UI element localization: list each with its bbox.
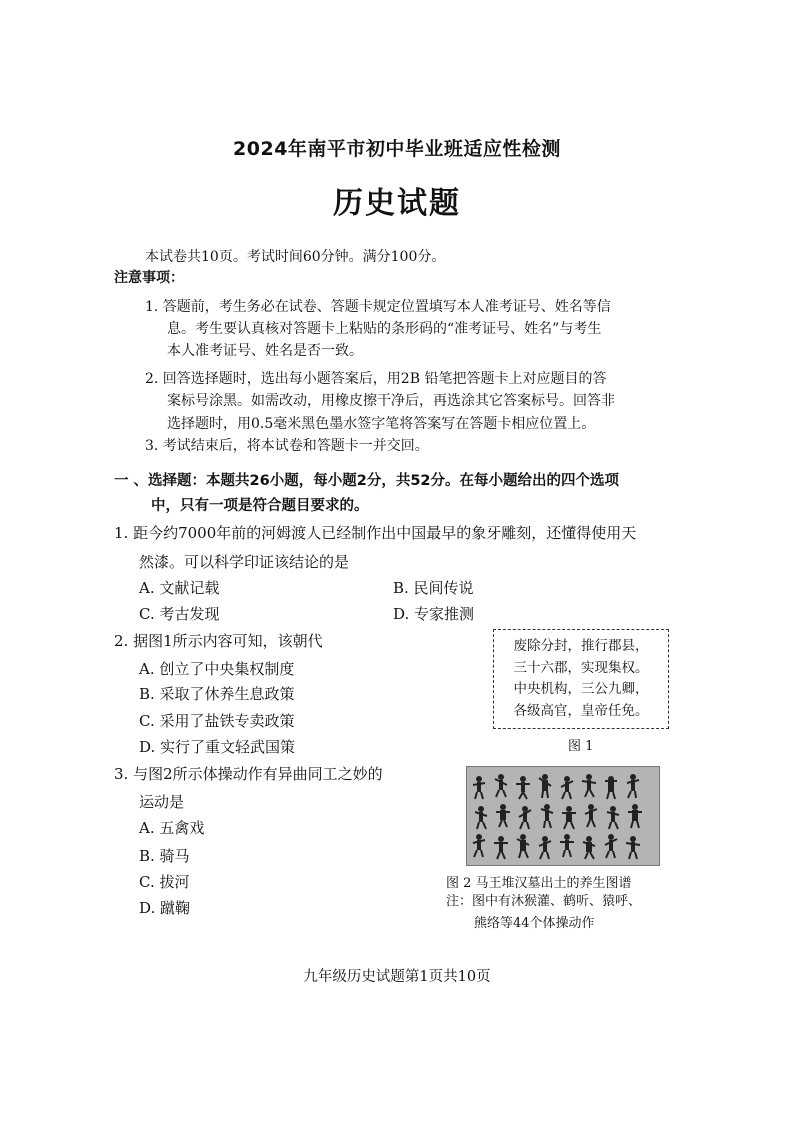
- question-stem: 运动是: [139, 793, 185, 811]
- notice-line: 案标号涂黑。如需改动，用橡皮擦干净后，再选涂其它答案标号。回答非: [167, 393, 615, 409]
- question-stem: 2. 据图1所示内容可知，该朝代: [114, 632, 323, 650]
- exam-intro: 本试卷共10页。考试时间60分钟。满分100分。: [145, 249, 446, 265]
- figure-1-line: 中央机构，三公九卿，: [513, 681, 649, 697]
- notice-line: 2. 回答选择题时，选出每小题答案后，用2B 铅笔把答题卡上对应题目的答: [145, 371, 607, 387]
- figure-1-line: 各级高官，皇帝任免。: [513, 702, 649, 719]
- exam-title: 2024年南平市初中毕业班适应性检测: [233, 138, 561, 160]
- question-stem: 然漆。可以科学印证该结论的是: [139, 553, 350, 571]
- option: C. 采用了盐铁专卖政策: [139, 712, 295, 730]
- option: A. 文献记载: [139, 579, 220, 597]
- option: C. 考古发现: [139, 605, 220, 623]
- question-stem: 1. 距今约7000年前的河姆渡人已经制作出中国最早的象牙雕刻，还懂得使用天: [114, 524, 637, 542]
- option: C. 拔河: [139, 873, 190, 891]
- page-footer: 九年级历史试题第1页共10页: [303, 969, 491, 985]
- option: B. 采取了休养生息政策: [139, 685, 295, 703]
- subject-title: 历史试题: [333, 186, 461, 221]
- option: B. 骑马: [139, 847, 190, 865]
- notice-line: 1. 答题前，考生务必在试卷、答题卡规定位置填写本人准考证号、姓名等信: [145, 299, 611, 315]
- option: D. 蹴鞠: [139, 899, 191, 917]
- option: D. 实行了重文轻武国策: [139, 738, 296, 756]
- figure-2-note: 熊络等44个体操动作: [474, 916, 595, 931]
- section-heading: 一 、选择题：本题共26小题，每小题2分，共52分。在每小题给出的四个选项: [114, 473, 619, 489]
- section-heading: 中，只有一项是符合题目要求的。: [151, 498, 369, 514]
- figure-1-caption: 图 1: [568, 739, 594, 754]
- question-stem: 3. 与图2所示体操动作有异曲同工之妙的: [114, 765, 383, 783]
- exercise-chart-image: [466, 766, 660, 866]
- figure-1-line: 三十六郡，实现集权。: [513, 659, 649, 676]
- notice-line: 3. 考试结束后，将本试卷和答题卡一并交回。: [145, 438, 429, 454]
- figure-2-caption: 图 2 马王堆汉墓出土的养生图谱: [446, 876, 632, 891]
- option: D. 专家推测: [393, 605, 475, 623]
- notice-line: 选择题时，用0.5毫米黑色墨水签字笔将答案写在答题卡相应位置上。: [167, 416, 596, 432]
- option: A. 创立了中央集权制度: [139, 660, 295, 678]
- figure-1-line: 废除分封，推行郡县，: [513, 638, 649, 654]
- figure-1-box: [493, 629, 669, 729]
- figure-2-note: 注：图中有沐猴灌、鹤听、猿呼、: [446, 894, 642, 909]
- notice-line: 息。考生要认真核对答题卡上粘贴的条形码的“准考证号、姓名”与考生: [167, 321, 602, 337]
- notice-line: 本人准考证号、姓名是否一致。: [167, 343, 363, 359]
- option: B. 民间传说: [393, 579, 474, 597]
- option: A. 五禽戏: [139, 819, 205, 837]
- notice-heading: 注意事项：: [114, 270, 184, 286]
